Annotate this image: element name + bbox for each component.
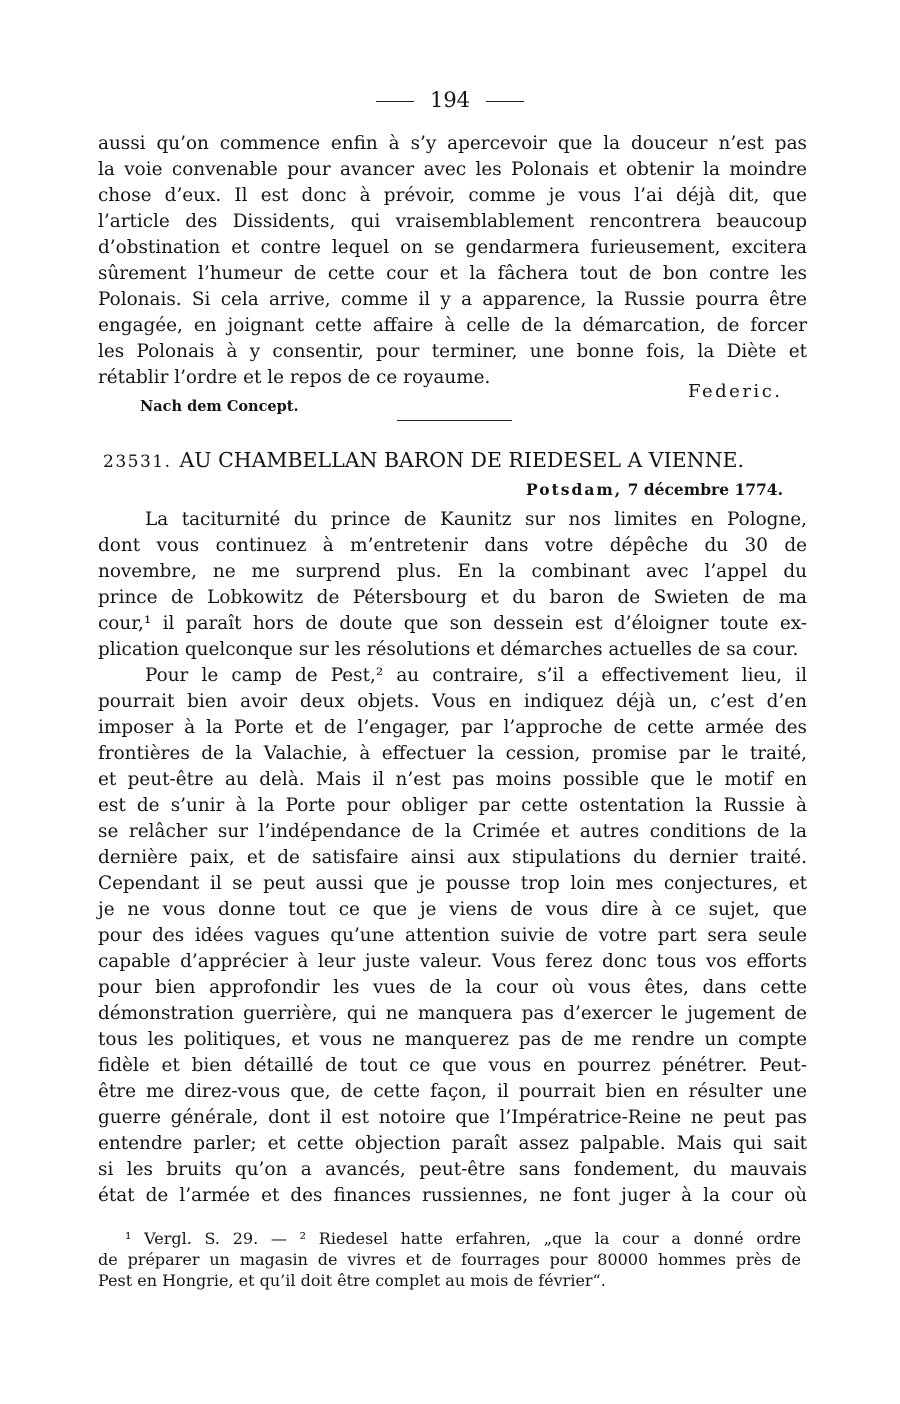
text-line: frontières de la Valachie, à effectuer la cession, promise par le traité, [98, 743, 807, 764]
text-line: dont vous continuez à m’entretenir dans votre dépêche du 30 de [98, 535, 807, 556]
text-line: démonstration guerrière, qui ne manquera pas d’exercer le jugement de [98, 1003, 807, 1024]
text-line: sûrement l’humeur de cette cour et la fâchera tout de bon contre les [98, 263, 807, 284]
text-line: aussi qu’on commence enfin à s’y apercevoir que la douceur n’est pas [98, 133, 807, 154]
text-line: novembre, ne me surprend plus. En la combinant avec l’appel du [98, 561, 807, 582]
text-line: pour des idées vagues qu’une attention suivie de votre part sera seule [98, 925, 807, 946]
letter-number: 23531. [103, 452, 172, 472]
text-line: pour bien approfondir les vues de la cour où vous êtes, dans cette [98, 977, 807, 998]
footnote-line: ¹ Vergl. S. 29. — ² Riedesel hatte erfahren, „que la cour a donné ordre [125, 1229, 801, 1248]
signature: Federic. [688, 381, 783, 402]
text-line: la voie convenable pour avancer avec les Polonais et obtenir la moindre [98, 159, 807, 180]
text-line: engagée, en joignant cette affaire à celle de la démarcation, de forcer [98, 315, 807, 336]
text-line: fidèle et bien détaillé de tout ce que vous en pourrez pénétrer. Peut- [98, 1055, 807, 1076]
text-line: état de l’armée et des finances russiennes, ne font juger à la cour où [98, 1185, 807, 1206]
text-line: plication quelconque sur les résolutions et démarches actuelles de sa cour. [98, 639, 799, 660]
text-line: tous les politiques, et vous ne manquerez pas de me rendre un compte [98, 1029, 807, 1050]
text-line: être me direz-vous que, de cette façon, il pourrait bien en résulter une [98, 1081, 807, 1102]
letter-place: Potsdam, [526, 480, 623, 499]
letter-date: 7 décembre 1774. [627, 480, 783, 499]
letter-dateline [520, 480, 783, 499]
letter-title [103, 448, 803, 472]
source-note: Nach dem Concept. [140, 398, 299, 415]
text-line: chose d’eux. Il est donc à prévoir, comme je vous l’ai déjà dit, que [98, 185, 807, 206]
text-line: rétablir l’ordre et le repos de ce royaume. [98, 367, 491, 388]
text-line: pourrait bien avoir deux objets. Vous en indiquez déjà un, c’est d’en [98, 691, 807, 712]
text-line: l’article des Dissidents, qui vraisemblablement rencontrera beaucoup [98, 211, 807, 232]
page-header [0, 88, 900, 112]
letter-heading: AU CHAMBELLAN BARON DE RIEDESEL A VIENNE. [179, 448, 745, 472]
footnote-line: de préparer un magasin de vivres et de fourrages pour 80000 hommes près de [98, 1250, 801, 1269]
text-line: Cependant il se peut aussi que je pousse trop loin mes conjectures, et [98, 873, 807, 894]
text-line: dernière paix, et de satisfaire ainsi aux stipulations du dernier traité. [98, 847, 807, 868]
text-line: entendre parler; et cette objection paraît assez palpable. Mais qui sait [98, 1133, 807, 1154]
text-line: imposer à la Porte et de l’engager, par l’approche de cette armée des [98, 717, 807, 738]
text-line: cour,¹ il paraît hors de doute que son dessein est d’éloigner toute ex- [98, 613, 807, 634]
text-line: et peut-être au delà. Mais il n’est pas moins possible que le motif en [98, 769, 807, 790]
text-line: prince de Lobkowitz de Pétersbourg et du baron de Swieten de ma [98, 587, 807, 608]
footnote-line: Pest en Hongrie, et qu’il doit être complet au mois de février“. [98, 1271, 606, 1290]
text-line: capable d’apprécier à leur juste valeur. Vous ferez donc tous vos efforts [98, 951, 807, 972]
section-divider [397, 420, 512, 421]
text-line: La taciturnité du prince de Kaunitz sur nos limites en Pologne, [145, 509, 807, 530]
header-rule-right [486, 101, 524, 102]
text-line: guerre générale, dont il est notoire que l’Impératrice-Reine ne peut pas [98, 1107, 807, 1128]
text-line: se relâcher sur l’indépendance de la Crimée et autres conditions de la [98, 821, 807, 842]
text-line: Polonais. Si cela arrive, comme il y a apparence, la Russie pourra être [98, 289, 807, 310]
text-line: Pour le camp de Pest,² au contraire, s’il a effectivement lieu, il [145, 665, 807, 686]
text-line: si les bruits qu’on a avancés, peut-être sans fondement, du mauvais [98, 1159, 807, 1180]
header-rule-left [376, 101, 414, 102]
text-line: est de s’unir à la Porte pour obliger par cette ostentation la Russie à [98, 795, 807, 816]
page-number: 194 [429, 88, 471, 112]
text-line: les Polonais à y consentir, pour terminer, une bonne fois, la Diète et [98, 341, 807, 362]
text-line: je ne vous donne tout ce que je viens de vous dire à ce sujet, que [98, 899, 807, 920]
text-line: d’obstination et contre lequel on se gendarmera furieusement, excitera [98, 237, 807, 258]
